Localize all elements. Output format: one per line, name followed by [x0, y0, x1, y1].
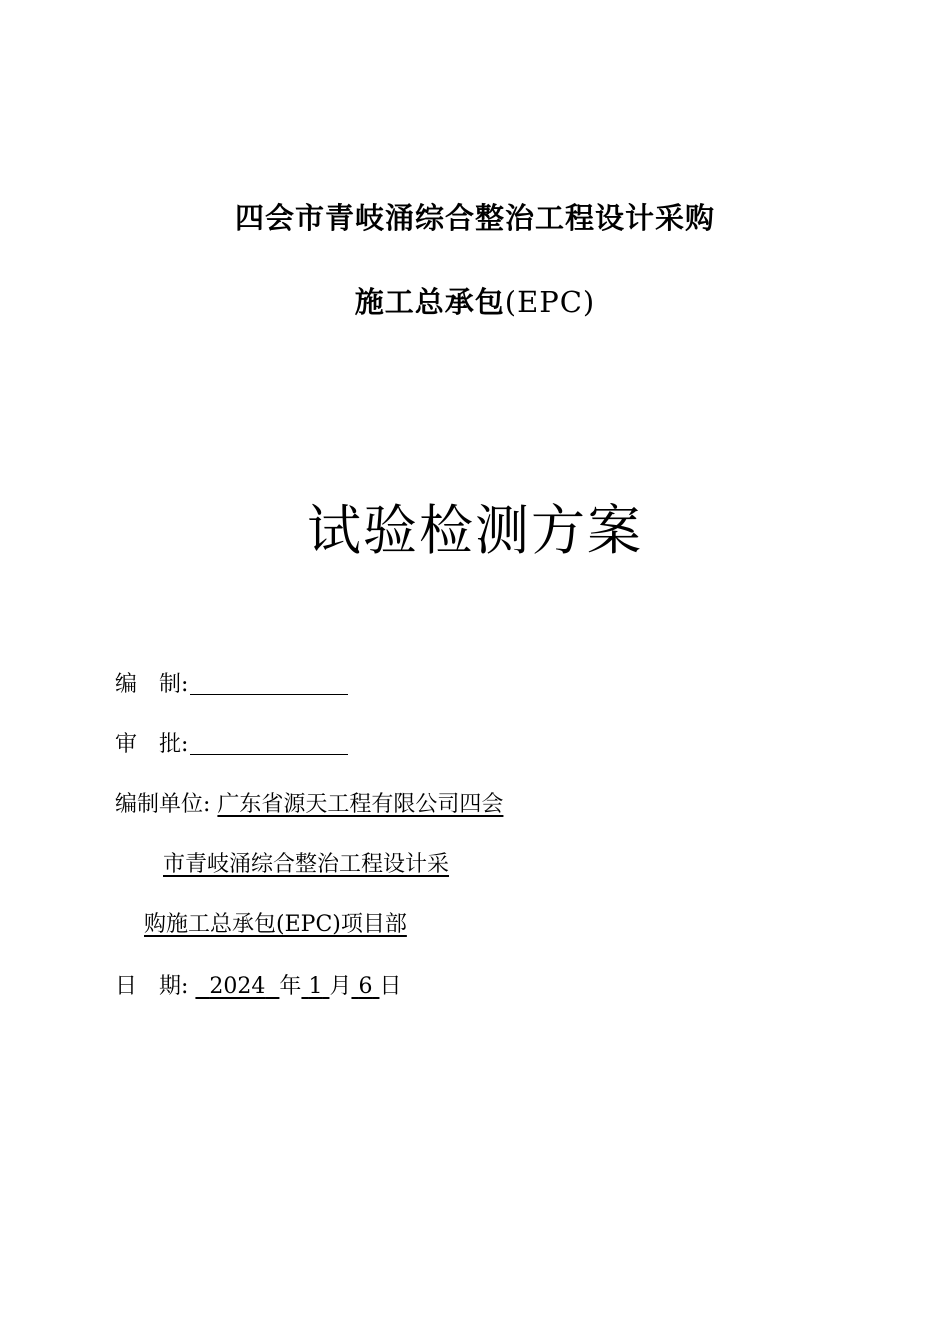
date-row: [115, 972, 401, 1002]
date-day: 6: [358, 974, 373, 999]
project-title-epc-suffix: (EPC): [504, 285, 596, 319]
approver-blank: [190, 732, 348, 755]
date-label: 日 期:: [115, 974, 189, 999]
date-month-unit: 月: [329, 974, 352, 999]
date-month: 1: [308, 974, 323, 999]
date-year-field: [195, 974, 279, 999]
unit-value-line-1: 广东省源天工程有限公司四会: [217, 792, 504, 817]
date-year: 2024: [209, 974, 266, 999]
unit-row-2: [163, 850, 449, 880]
date-day-unit: 日: [379, 974, 402, 999]
project-title-line-2: [0, 280, 950, 321]
unit-row: [115, 790, 503, 820]
compiler-blank: [190, 672, 348, 695]
date-year-unit: 年: [279, 974, 302, 999]
document-title: 试验检测方案: [307, 499, 643, 562]
project-title-line-2-main: 施工总承包: [354, 285, 505, 319]
unit-label: 编制单位:: [115, 792, 211, 817]
unit-value-line-3: 购施工总承包(EPC)项目部: [144, 912, 407, 937]
compiler-label: 编 制:: [115, 672, 189, 697]
unit-value-line-2: 市青岐涌综合整治工程设计采: [163, 852, 450, 877]
approver-label: 审 批:: [115, 732, 189, 757]
unit-row-3: [144, 910, 407, 940]
compiler-row: [115, 670, 348, 700]
project-title-line-1: 四会市青岐涌综合整治工程设计采购: [234, 201, 715, 235]
date-month-field: [301, 974, 329, 999]
approver-row: [115, 730, 348, 760]
date-day-field: [351, 974, 379, 999]
